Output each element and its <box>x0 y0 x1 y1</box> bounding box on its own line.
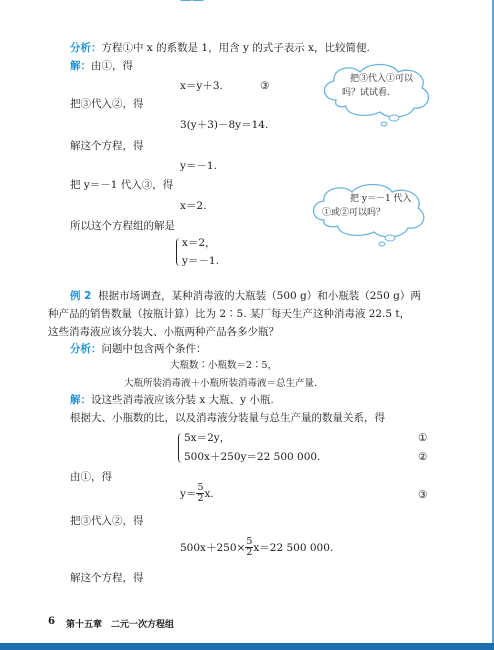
system-eq-2-number: ② <box>418 451 428 463</box>
system-brace-2 <box>178 433 183 463</box>
eq-left: 500x＋250× <box>180 541 246 554</box>
denominator: 2 <box>246 547 253 558</box>
bubble-1-line-1: 把③代入①可以 <box>350 74 414 84</box>
example-2-line-3: 这些消毒液应该分装大、小瓶两种产品各多少瓶？ <box>48 326 279 338</box>
system-eq-2: 500x＋250y＝22 500 000. <box>184 451 321 463</box>
solve-label: 解： <box>70 394 91 406</box>
substituted-equation: 3(y＋3)－8y＝14. <box>180 119 269 131</box>
footer-bar <box>0 643 494 650</box>
analysis-2 <box>70 342 207 356</box>
bubble-2-line-1: 把 y＝－1 代入 <box>350 194 412 204</box>
thought-bubble-2 <box>306 180 432 250</box>
eq-right: x. <box>204 487 214 500</box>
solve-text-2: 解这个方程，得 <box>70 572 144 584</box>
step-text: 设这些消毒液应该分装 x 大瓶、y 小瓶. <box>91 394 274 406</box>
substitute-step: 把③代入②，得 <box>70 98 144 110</box>
system-solution-y: y＝－1. <box>182 255 219 267</box>
conclusion-text: 所以这个方程组的解是 <box>70 220 175 232</box>
solve-text: 解这个方程，得 <box>70 140 144 152</box>
page-number: 6 <box>48 616 55 627</box>
example-2-line-1 <box>70 289 421 303</box>
system-eq-1-number: ① <box>418 432 428 444</box>
solve-2-vars <box>70 393 274 407</box>
fraction <box>196 483 204 504</box>
header-fragment: —— <box>180 0 204 7</box>
relation-text: 根据大、小瓶数的比，以及消毒液分装量与总生产量的数量关系，得 <box>70 412 385 424</box>
analysis-label: 分析： <box>70 42 102 54</box>
example-label: 例 2 <box>70 290 92 302</box>
denominator: 2 <box>197 493 204 504</box>
system-solution-x: x＝2， <box>182 237 216 249</box>
from-eq-1: 由①，得 <box>70 471 112 483</box>
bubble-2-line-2: ①或②可以吗？ <box>322 208 386 218</box>
y-value: y＝－1. <box>180 160 217 172</box>
chapter-title: 第十五章 二元一次方程组 <box>66 620 175 630</box>
system-eq-1: 5x＝2y， <box>184 432 231 444</box>
numerator: 5 <box>246 536 253 547</box>
condition-1: 大瓶数∶小瓶数＝2∶5， <box>170 360 278 371</box>
analysis-text: 方程①中 x 的系数是 1，用含 y 的式子表示 x，比较简便. <box>101 42 370 54</box>
analysis-1 <box>70 41 370 55</box>
example-text: 根据市场调查，某种消毒液的大瓶装（500 g）和小瓶装（250 g）两 <box>98 290 421 302</box>
condition-2: 大瓶所装消毒液＋小瓶所装消毒液＝总生产量. <box>124 378 318 389</box>
x-value: x＝2. <box>180 200 207 212</box>
example-2-line-2: 种产品的销售数量（按瓶计算）比为 2∶5. 某厂每天生产这种消毒液 22.5 t， <box>48 308 411 320</box>
solve-label: 解： <box>70 60 91 72</box>
system-brace-1 <box>176 238 181 266</box>
solve-1-from <box>70 59 133 73</box>
equation-y-fraction <box>180 483 214 504</box>
fraction <box>245 537 253 558</box>
numerator: 5 <box>197 482 204 493</box>
analysis-label: 分析： <box>70 343 102 355</box>
thought-bubble-1 <box>316 60 436 130</box>
substituted-equation-2 <box>180 537 333 558</box>
substitute-y-step: 把 y＝－1 代入③，得 <box>70 179 174 191</box>
bubble-1-line-2: 吗？试试看. <box>342 88 390 98</box>
eq-right: x＝22 500 000. <box>253 541 334 554</box>
equation-3-label: ③ <box>418 489 428 501</box>
eq-left: y＝ <box>180 487 197 500</box>
equation-3-number: ③ <box>260 80 270 92</box>
analysis-text: 问题中包含两个条件： <box>101 343 207 355</box>
substitute-step-2: 把③代入②，得 <box>70 515 144 527</box>
step-text: 由①，得 <box>91 60 133 72</box>
equation-3: x＝y＋3. <box>180 80 223 92</box>
